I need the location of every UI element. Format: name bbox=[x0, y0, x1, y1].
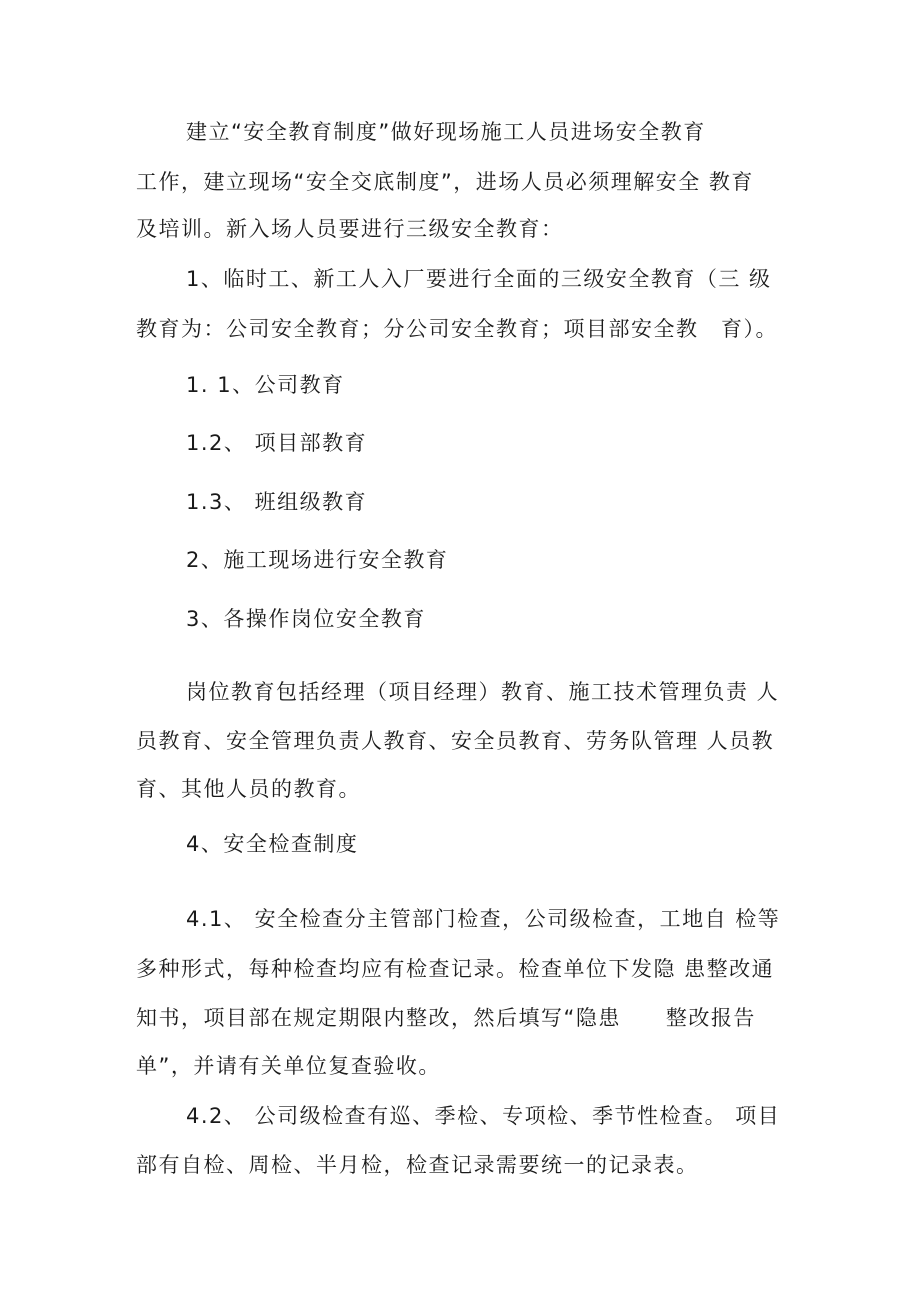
paragraph-1-line-1: 建立“安全教育制度”做好现场施工人员进场安全教育 bbox=[186, 120, 706, 144]
paragraph-1-line-2: 工作，建立现场“安全交底制度”，进场人员必须理解安全 教育 bbox=[136, 170, 754, 194]
paragraph-1-line-3: 及培训。新入场人员要进行三级安全教育： bbox=[136, 217, 564, 241]
item-1-3-heading: 1.3、 班组级教育 bbox=[186, 490, 368, 514]
item-1-line-2: 教育为：公司安全教育；分公司安全教育；项目部安全教 育）。 bbox=[136, 317, 778, 341]
item-4-2-line-2: 部有自检、周检、半月检，检查记录需要统一的记录表。 bbox=[136, 1153, 699, 1177]
paragraph-2-line-2: 员教育、安全管理负责人教育、安全员教育、劳务队管理 人员教 bbox=[136, 729, 775, 753]
item-4-1-line-1: 4.1、 安全检查分主管部门检查，公司级检查，工地自 检等 bbox=[186, 907, 781, 931]
item-2-heading: 2、施工现场进行安全教育 bbox=[186, 548, 449, 572]
paragraph-2-line-3: 育、其他人员的教育。 bbox=[136, 777, 361, 801]
item-4-1-line-3: 知书，项目部在规定期限内整改，然后填写“隐患 整改报告 bbox=[136, 1006, 756, 1030]
paragraph-2-line-1: 岗位教育包括经理（项目经理）教育、施工技术管理负责 人 bbox=[186, 680, 780, 704]
item-4-1-line-4: 单”，并请有关单位复查验收。 bbox=[136, 1054, 441, 1078]
item-1-line-1: 1、临时工、新工人入厂要进行全面的三级安全教育（三 级 bbox=[186, 267, 772, 291]
item-4-1-line-2: 多种形式，每种检查均应有检查记录。检查单位下发隐 患整改通 bbox=[136, 957, 775, 981]
item-1-2-heading: 1.2、 项目部教育 bbox=[186, 431, 368, 455]
item-4-heading: 4、安全检查制度 bbox=[186, 832, 359, 856]
item-3-heading: 3、各操作岗位安全教育 bbox=[186, 607, 426, 631]
item-1-1-heading: 1. 1、公司教育 bbox=[186, 373, 345, 397]
item-4-2-line-1: 4.2、 公司级检查有巡、季检、专项检、季节性检查。 项目 bbox=[186, 1104, 781, 1128]
